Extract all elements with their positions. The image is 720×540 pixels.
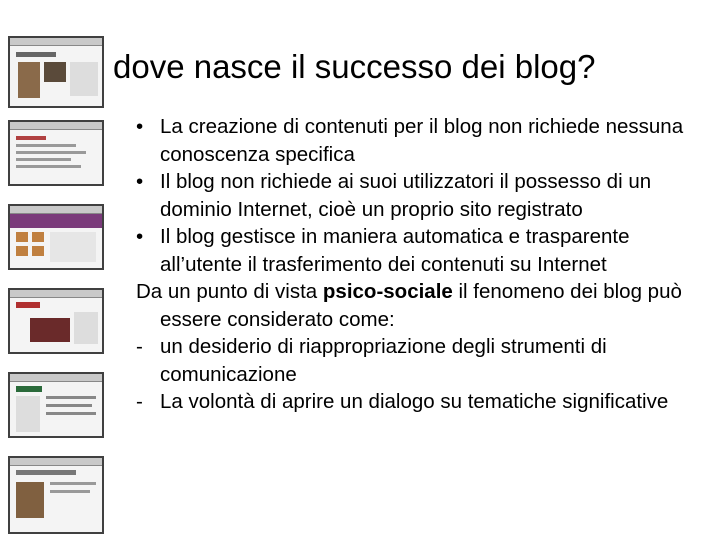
thumb-blog-screenshot-1	[8, 36, 104, 108]
slide-body	[136, 113, 716, 416]
paragraph: Da un punto di vista psico-sociale il fenomeno dei blog può essere considerato come:	[136, 280, 682, 331]
slide-title: dove nasce il successo dei blog?	[113, 48, 596, 85]
bullet-item: • Il blog gestisce in maniera automatica e trasparente all’utente il trasferimento dei contenuti su Internet	[136, 225, 630, 276]
bullet-marker: •	[136, 225, 144, 248]
dash-marker: -	[136, 335, 143, 358]
thumb-blog-screenshot-2	[8, 120, 104, 186]
bullet-marker: •	[136, 115, 144, 138]
thumb-blog-screenshot-4	[8, 288, 104, 354]
bullet-marker: •	[136, 170, 144, 193]
bold-term: psico-sociale	[322, 280, 453, 303]
dash-marker: -	[136, 390, 143, 413]
dash-item: - La volontà di aprire un dialogo su tematiche significative	[136, 388, 716, 416]
dash-item: - un desiderio di riappropriazione degli strumenti di comunicazione	[136, 335, 607, 386]
screenshot-thumbnail-strip	[0, 0, 110, 540]
thumb-blog-screenshot-6	[8, 456, 104, 534]
bullet-item: • La creazione di contenuti per il blog non richiede nessuna conoscenza specifica	[136, 115, 684, 166]
thumb-blog-screenshot-3	[8, 204, 104, 270]
bullet-item: • Il blog non richiede ai suoi utilizzatori il possesso di un dominio Internet, cioè un proprio sito registrato	[136, 170, 652, 221]
thumb-blog-screenshot-5	[8, 372, 104, 438]
